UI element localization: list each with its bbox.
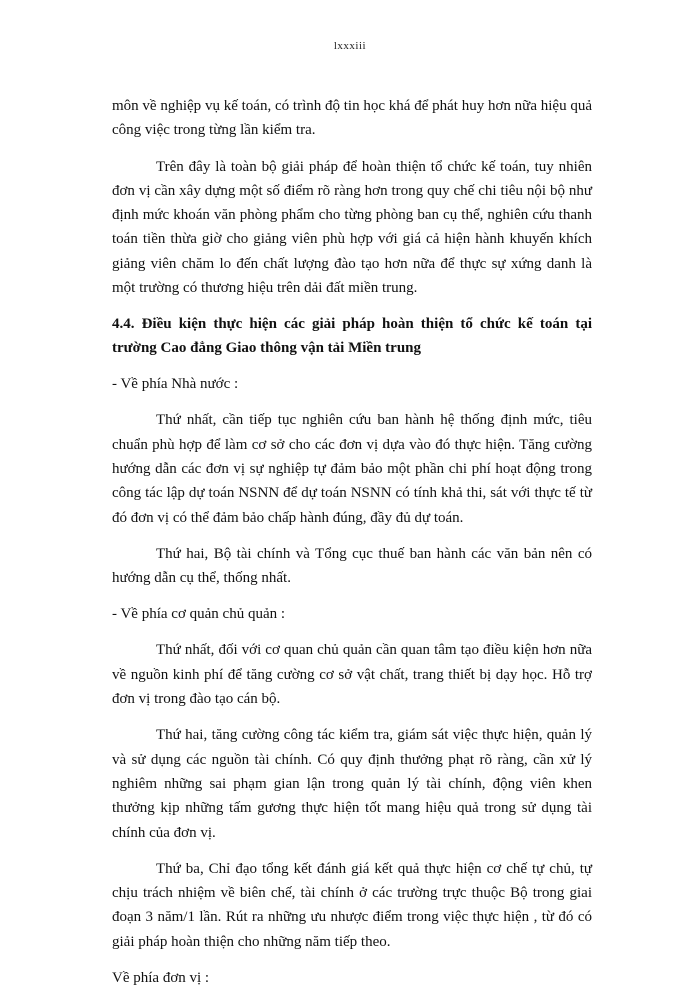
page-body [112, 94, 592, 1002]
paragraph-agency-third: Thứ ba, Chỉ đạo tổng kết đánh giá kết quả thực hiện cơ chế tự chủ, tự chịu trách nhiệm về biên chế, tài chính ở các trường trực thuộc Bộ trong giai đoạn 3 năm/1 lần. Rút ra những ưu nhược điểm trong việc thực hiện , từ đó có giải pháp hoàn thiện cho những năm tiếp theo. [112, 860, 592, 950]
paragraph-state-second: Thứ hai, Bộ tài chính và Tổng cục thuế ban hành các văn bản nên có hướng dẫn cụ thể, thống nhất. [112, 545, 592, 587]
label-agency: - Về phía cơ quản chủ quản : [112, 606, 286, 623]
paragraph-continuation: môn về nghiệp vụ kế toán, có trình độ tin học khá để phát huy hơn nữa hiệu quả công việc trong từng lần kiểm tra. [112, 98, 592, 139]
page-number: lxxxiii [333, 40, 367, 52]
paragraph-agency-first: Thứ nhất, đối với cơ quan chủ quản cần quan tâm tạo điều kiện hơn nữa về nguồn kinh phí để tăng cường cơ sở vật chất, trang thiết bị dạy học. Hỗ trợ đơn vị trong đào tạo cán bộ. [112, 642, 592, 708]
label-state: - Về phía Nhà nước : [112, 376, 239, 393]
section-heading: 4.4. Điều kiện thực hiện các giải pháp hoàn thiện tổ chức kế toán tại trường Cao đẳng Giao thông vận tải Miền trung [112, 316, 592, 357]
paragraph-agency-second: Thứ hai, tăng cường công tác kiểm tra, giám sát việc thực hiện, quản lý và sử dụng các nguồn tài chính. Có quy định thưởng phạt rõ ràng, cần xử lý nghiêm những sai phạm gian lận trong quản lý tài chính, động viên khen thưởng kịp những tấm gương thực hiện tốt mang hiệu quả trong sử dụng tài chính của đơn vị. [112, 727, 592, 841]
label-unit: Về phía đơn vị : [112, 970, 210, 987]
paragraph-summary: Trên đây là toàn bộ giải pháp để hoàn thiện tổ chức kế toán, tuy nhiên đơn vị cần xây dựng một số điểm rõ ràng hơn trong quy chế chi tiêu nội bộ như định mức khoán văn phòng phẩm cho từng phòng ban cụ thể, nghiên cứu thanh toán tiền thừa giờ cho giảng viên phù hợp với giá cả hiện hành khuyến khích giảng viên chăm lo đến chất lượng đào tạo hơn nữa để thực sự xứng danh là một trường có thương hiệu trên dải đất miền trung. [112, 158, 592, 297]
paragraph-state-first: Thứ nhất, cần tiếp tục nghiên cứu ban hành hệ thống định mức, tiêu chuẩn phù hợp để làm cơ sở cho các đơn vị dựa vào đó thực hiện. Tăng cường hướng dẫn các đơn vị sự nghiệp tự đảm bảo một phần chi phí hoạt động trong công tác lập dự toán NSNN để dự toán NSNN có tính khả thi, sát với thực tế từ đó đơn vị có thể đảm bảo chấp hành đúng, đầy đủ dự toán. [112, 412, 592, 526]
